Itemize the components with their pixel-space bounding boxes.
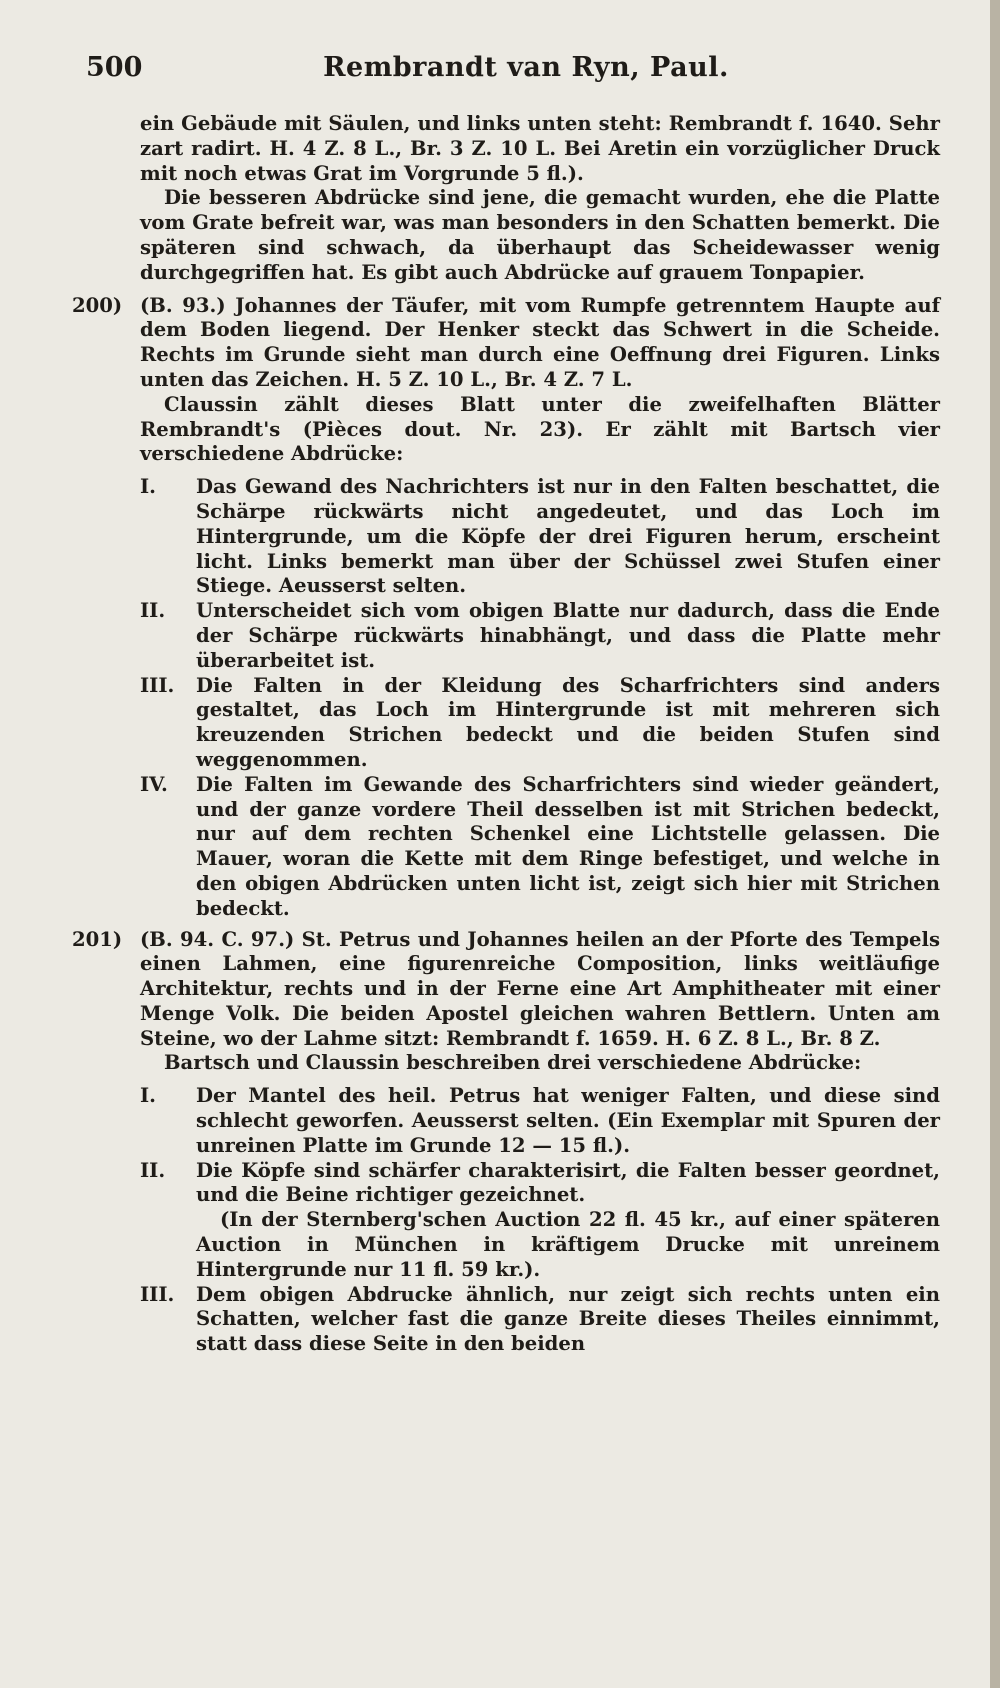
entry-note: Bartsch und Claussin beschreiben drei verschiedene Abdrücke: — [164, 1051, 862, 1075]
page-edge — [990, 0, 1000, 1688]
entry-description: (B. 94. C. 97.) St. Petrus und Johannes heilen an der Pforte des Tempels einen Lahmen, eine figurenreiche Composition, links weitläufige Architektur, rechts und in der Ferne eine Art Amphitheater mit einer Menge Volk. Die beiden Apostel gleichen wahren Bettlern. Unten am Steine, wo der Lahme sitzt: Rembrandt f. 1659. H. 6 Z. 8 L., Br. 8 Z. — [140, 927, 940, 1050]
page-number: 500 — [86, 52, 143, 83]
state-text: Die Falten im Gewande des Scharfrichters sind wieder geändert, und der ganze vordere Theil desselben ist mit Strichen bedeckt, nur auf dem rechten Schenkel eine Lichtstelle gelassen. Die Mauer, woran die Kette mit dem Ringe befestiget, und welche in den obigen Abdrücken unten licht ist, zeigt sich hier mit Strichen bedeckt. — [196, 772, 940, 920]
state-text: Die Falten in der Kleidung des Scharfrichters sind anders gestaltet, das Loch im Hintergrunde ist mit mehreren sich kreuzenden Strichen bedeckt und die beiden Stufen sind weggenommen. — [196, 673, 940, 771]
running-head: Rembrandt van Ryn, Paul. — [323, 52, 729, 83]
state-item — [140, 1159, 940, 1283]
state-item — [140, 674, 940, 773]
entry-number: 200) — [72, 293, 123, 317]
intro-paragraph-1: ein Gebäude mit Säulen, und links unten steht: Rembrandt f. 1640. Sehr zart radirt. H. 4 Z. 8 L., Br. 3 Z. 10 L. Bei Aretin ein vorzüglicher Druck mit noch etwas Grat im Vorgrunde 5 fl.). — [140, 112, 940, 185]
state-text: Die Köpfe sind schärfer charakterisirt, die Falten besser geordnet, und die Beine richtiger gezeichnet. — [196, 1158, 940, 1207]
entry-number: 201) — [72, 927, 123, 951]
state-note: (In der Sternberg'schen Auction 22 fl. 45 kr., auf einer späteren Auction in München in kräftigem Drucke mit unreinem Hintergrunde nur 11 fl. 59 kr.). — [196, 1208, 940, 1281]
state-item — [140, 1283, 940, 1357]
state-numeral: I. — [140, 1084, 156, 1108]
state-numeral: III. — [140, 673, 175, 697]
state-item — [140, 773, 940, 922]
intro-paragraph-2: Die besseren Abdrücke sind jene, die gemacht wurden, ehe die Platte vom Grate befreit war, was man besonders in den Schatten bemerkt. Die späteren sind schwach, da überhaupt das Scheidewasser wenig durchgegriffen hat. Es gibt auch Abdrücke auf grauem Tonpapier. — [140, 186, 940, 284]
page-body — [72, 112, 940, 1363]
state-list — [140, 475, 940, 921]
state-text: Unterscheidet sich vom obigen Blatte nur dadurch, dass die Ende der Schärpe rückwärts hinabhängt, und dass die Platte mehr überarbeitet ist. — [196, 599, 940, 672]
state-text: Dem obigen Abdrucke ähnlich, nur zeigt sich rechts unten ein Schatten, welcher fast die ganze Breite dieses Theiles einnimmt, statt dass diese Seite in den beiden — [196, 1282, 940, 1356]
state-numeral: I. — [140, 475, 156, 499]
catalog-entry-201 — [72, 927, 940, 1358]
state-list — [140, 1084, 940, 1357]
page-header — [86, 52, 966, 92]
state-numeral: II. — [140, 1158, 166, 1182]
state-text: Das Gewand des Nachrichters ist nur in den Falten beschattet, die Schärpe rückwärts nicht angedeutet, und das Loch im Hintergrunde, um die Köpfe der drei Figuren herum, erscheint licht. Links bemerkt man über der Schüssel zwei Stufen einer Stiege. Aeusserst selten. — [196, 475, 940, 598]
state-text: Der Mantel des heil. Petrus hat weniger Falten, und diese sind schlecht geworfen. Aeusserst selten. (Ein Exemplar mit Spuren der unreinen Platte im Grunde 12 — 15 fl.). — [196, 1084, 940, 1157]
state-item — [140, 475, 940, 599]
entry-note: Claussin zählt dieses Blatt unter die zweifelhaften Blätter Rembrandt's (Pièces dout. Nr. 23). Er zählt mit Bartsch vier verschiedene Abdrücke: — [140, 392, 940, 466]
state-numeral: II. — [140, 599, 166, 623]
state-numeral: III. — [140, 1282, 175, 1306]
state-item — [140, 599, 940, 673]
entry-description: (B. 93.) Johannes der Täufer, mit vom Rumpfe getrenntem Haupte auf dem Boden liegend. Der Henker steckt das Schwert in die Scheide. Rechts im Grunde sieht man durch eine Oeffnung drei Figuren. Links unten das Zeichen. H. 5 Z. 10 L., Br. 4 Z. 7 L. — [140, 293, 940, 391]
state-numeral: IV. — [140, 772, 168, 796]
state-item — [140, 1084, 940, 1158]
catalog-entry-200 — [72, 293, 940, 922]
